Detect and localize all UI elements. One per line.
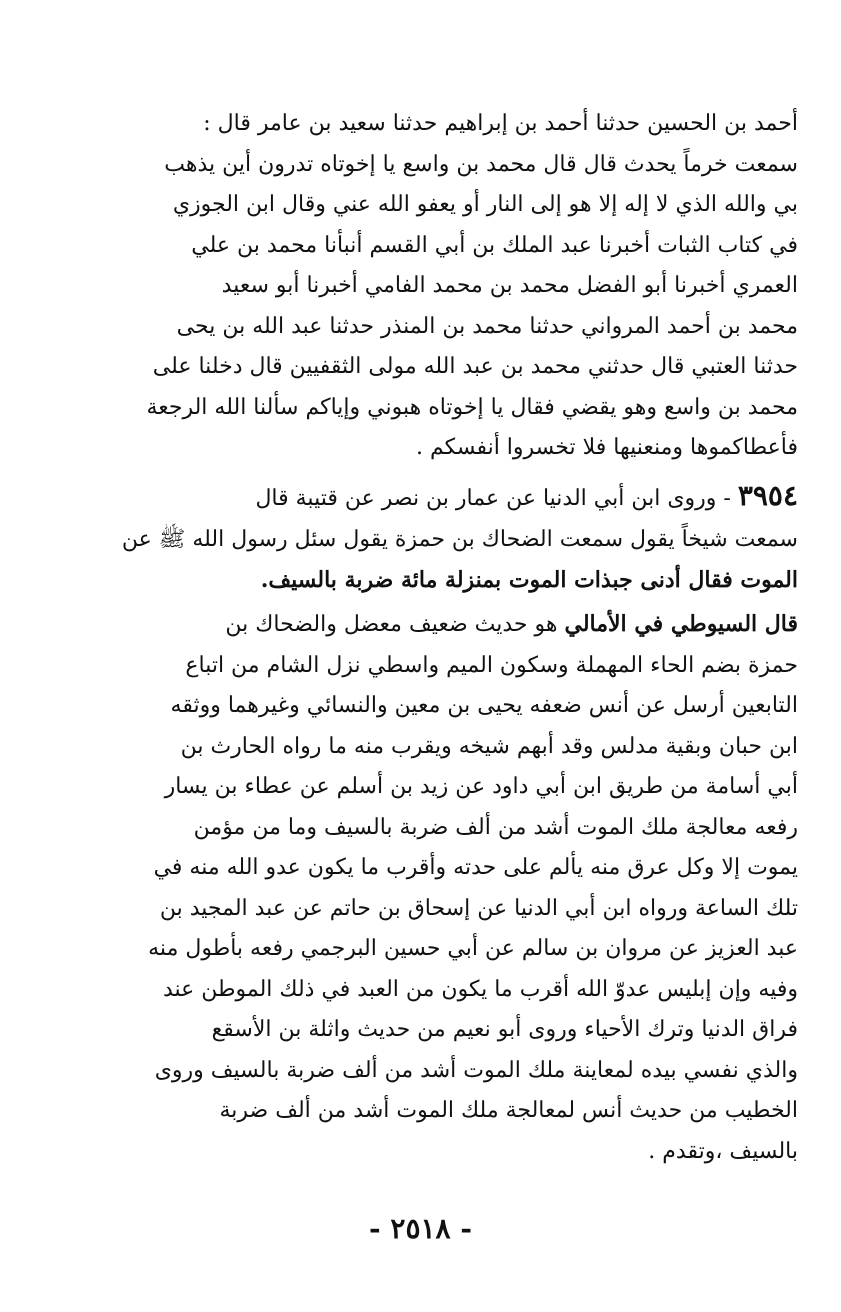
text-line: سمعت شيخاً يقول سمعت الضحاك بن حمزة يقول سئل رسول الله ﷺ عن bbox=[121, 526, 798, 552]
text-line: سمعت خرماً يحدث قال قال محمد بن واسع يا إخوتاه تدرون أين يذهب bbox=[164, 151, 798, 177]
text-line: بي والله الذي لا إله إلا هو إلى النار أو يعفو الله عني وقال ابن الجوزي bbox=[172, 192, 798, 217]
text-line: حدثنا العتبي قال حدثني محمد بن عبد الله مولى الثقفيين قال دخلنا على bbox=[152, 354, 798, 379]
text-line: يموت إلا وكل عرق منه يألم على حدته وأقرب ما يكون عدو الله منه في bbox=[153, 855, 798, 880]
text-line: الخطيب من حديث أنس لمعالجة ملك الموت أشد من ألف ضربة bbox=[219, 1098, 798, 1123]
text-segment: هو حديث ضعيف معضل والضحاك بن bbox=[225, 612, 558, 637]
page-number: - ٢٥١٨ - bbox=[369, 1212, 472, 1245]
text-line: التابعين أرسل عن أنس ضعفه يحيى بن معين والنسائي وغيرهما ووثقه bbox=[170, 693, 798, 718]
text-line: ابن حبان وبقية مدلس وقد أبهم شيخه ويقرب منه ما رواه الحارث بن bbox=[180, 733, 798, 759]
text-line: تلك الساعة ورواه ابن أبي الدنيا عن إسحاق بن حاتم عن عبد المجيد بن bbox=[159, 895, 798, 921]
paragraph-isnad bbox=[108, 104, 798, 469]
paragraph-commentary bbox=[108, 604, 798, 1172]
text-line: حمزة بضم الحاء المهملة وسكون الميم واسطي نزل الشام من اتباع bbox=[185, 652, 798, 678]
hadith-number: ٣٩٥٤ bbox=[737, 479, 798, 512]
text-line: فراق الدنيا وترك الأحياء وروى أبو نعيم من حديث واثلة بن الأسقع bbox=[211, 1017, 798, 1042]
text-line: الموت فقال أدنى جبذات الموت بمنزلة مائة ضربة بالسيف. bbox=[260, 567, 798, 593]
text-line: العمري أخبرنا أبو الفضل محمد بن محمد الفامي أخبرنا أبو سعيد bbox=[221, 273, 798, 298]
text-segment: - وروى ابن أبي الدنيا عن عمار بن نصر عن قتيبة قال bbox=[255, 486, 731, 511]
text-line: في كتاب الثبات أخبرنا عبد الملك بن أبي القسم أنبأنا محمد بن علي bbox=[191, 232, 798, 258]
text-line: أبي أسامة من طريق ابن أبي داود عن زيد بن أسلم عن عطاء بن يسار bbox=[164, 774, 798, 799]
commentary-lead: قال السيوطي في الأمالي bbox=[564, 611, 798, 637]
text-line: محمد بن أحمد المرواني حدثنا محمد بن المنذر حدثنا عبد الله بن يحى bbox=[176, 313, 798, 339]
text-line: بالسيف ،وتقدم . bbox=[648, 1138, 798, 1164]
text-line bbox=[108, 476, 798, 520]
text-line: محمد بن واسع وهو يقضي فقال يا إخوتاه هبوني وإياكم سألنا الله الرجعة bbox=[146, 394, 798, 420]
paragraph-hadith-3954 bbox=[108, 476, 798, 601]
text-line: وفيه وإن إبليس عدوّ الله أقرب ما يكون من العبد في ذلك الموطن عند bbox=[162, 976, 798, 1002]
text-line: أحمد بن الحسين حدثنا أحمد بن إبراهيم حدثنا سعيد بن عامر قال : bbox=[203, 111, 798, 136]
text-line: فأعطاكموها ومنعنيها فلا تخسروا أنفسكم . bbox=[416, 435, 798, 460]
text-line bbox=[108, 604, 798, 646]
text-line: عبد العزيز عن مروان بن سالم عن أبي حسين البرجمي رفعه بأطول منه bbox=[148, 936, 798, 961]
text-line: رفعه معالجة ملك الموت أشد من ألف ضربة بالسيف وما من مؤمن bbox=[193, 814, 798, 840]
text-line: والذي نفسي بيده لمعاينة ملك الموت أشد من ألف ضربة بالسيف وروى bbox=[154, 1057, 798, 1083]
